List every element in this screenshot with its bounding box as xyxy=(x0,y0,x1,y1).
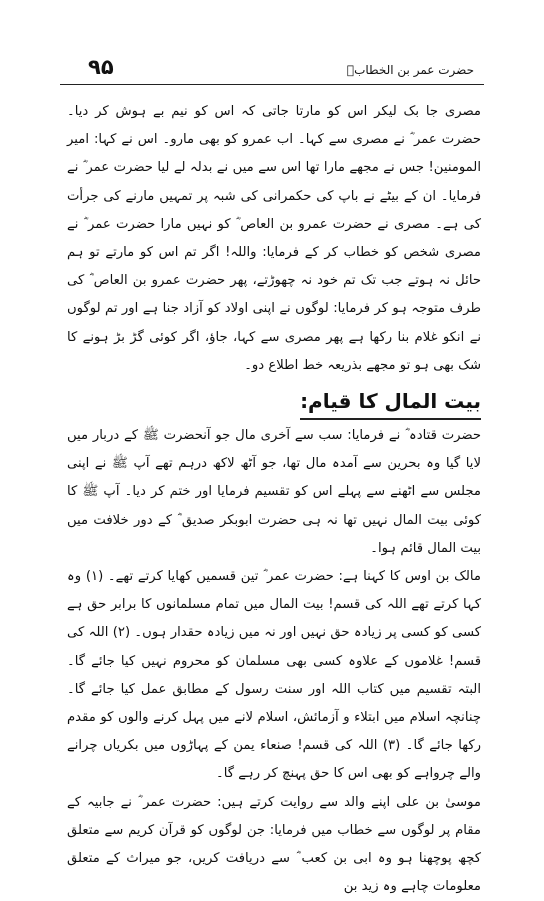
running-title: حضرت عمر بن الخطابؓ xyxy=(346,63,474,77)
paragraph-1: مصری جا بک لیکر اس کو مارتا جاتی کہ اس کو نیم بے ہوش کر دیا۔ حضرت عمر ؓ نے مصری سے کہا۔ اب عمرو کو بھی مارو۔ اس نے کہا: امیر المومنین! جس نے مجھے مارا تھا اس سے میں نے بدلہ لے لیا حضرت عمر ؓ نے فرمایا۔ ان کے بیٹے نے باپ کی حکمرانی کی شبہ پر تمہیں مارنے کی جرأت کی ہے۔ مصری نے حضرت عمرو بن العاص ؓ کو نہیں مارا حضرت عمر ؓ نے مصری شخص کو خطاب کر کے فرمایا: واللہ! اگر تم اس کو مارتے تو ہم حائل نہ ہوتے جب تک تم خود نہ چھوڑتے، پھر حضرت عمرو بن العاص ؓ کی طرف متوجہ ہو کر فرمایا: لوگوں نے اپنی اولاد کو آزاد جنا ہے اور تم لوگوں نے انکو غلام بنا رکھا ہے پھر مصری سے کہا، جاؤ، اگر کوئی گڑ بڑ ہونے کا شک بھی ہو تو مجھے بذریعہ خط اطلاع دو۔ xyxy=(67,104,481,373)
paragraph-4: موسیٰ بن علی اپنے والد سے روایت کرتے ہیں: حضرت عمر ؓ نے جابیہ کے مقام پر لوگوں سے خطاب میں فرمایا: جن لوگوں کو قرآن کریم سے متعلق کچھ پوچھنا ہو وہ ابی بن کعب ؓ سے دریافت کریں، جو میراث کے متعلق معلومات چاہے وہ زید بن xyxy=(67,794,481,895)
header-rule xyxy=(60,84,484,85)
paragraph-2: حضرت قتادہ ؓ نے فرمایا: سب سے آخری مال جو آنحضرت ﷺ کے دربار میں لایا گیا وہ بحرین سے آمدہ مال تھا، جو آٹھ لاکھ درہم تھے آپ ﷺ نے اپنی مجلس سے اٹھنے سے پہلے اس کو تقسیم فرمایا اور ختم کر دیا۔ آپ ﷺ کا کوئی بیت المال نہیں تھا نہ ہی حضرت ابوبکر صدیق ؓ کے دور خلافت میں بیت المال قائم ہوا۔ xyxy=(67,428,481,556)
page-number: ۹۵ xyxy=(88,55,114,79)
page-header xyxy=(60,57,484,83)
paragraph-3: مالک بن اوس کا کہنا ہے: حضرت عمر ؓ تین قسمیں کھایا کرتے تھے۔ (۱) وہ کہا کرتے تھے اللہ کی قسم! بیت المال میں تمام مسلمانوں کا برابر حق ہے کسی کو کسی پر زیادہ حق نہیں اور نہ میں زیادہ حقدار ہوں۔ (۲) اللہ کی قسم! غلاموں کے علاوہ کسی بھی مسلمان کو محروم نہیں کیا جائے گا۔ البتہ تقسیم میں کتاب اللہ اور سنت رسول کے مطابق عمل کیا جائے گا۔ چنانچہ اسلام میں ابتلاء و آزمائش، اسلام لانے میں پہل کرنے والوں کو مقدم رکھا جائے گا۔ (۳) اللہ کی قسم! صنعاء یمن کے پہاڑوں میں بکریاں چرانے والے چرواہے کو بھی اس کا حق پہنچ کر رہے گا۔ xyxy=(67,569,482,782)
page-body xyxy=(67,98,482,895)
section-heading-wrap xyxy=(67,380,481,422)
section-heading: بیت المال کا قیام: xyxy=(300,386,481,420)
